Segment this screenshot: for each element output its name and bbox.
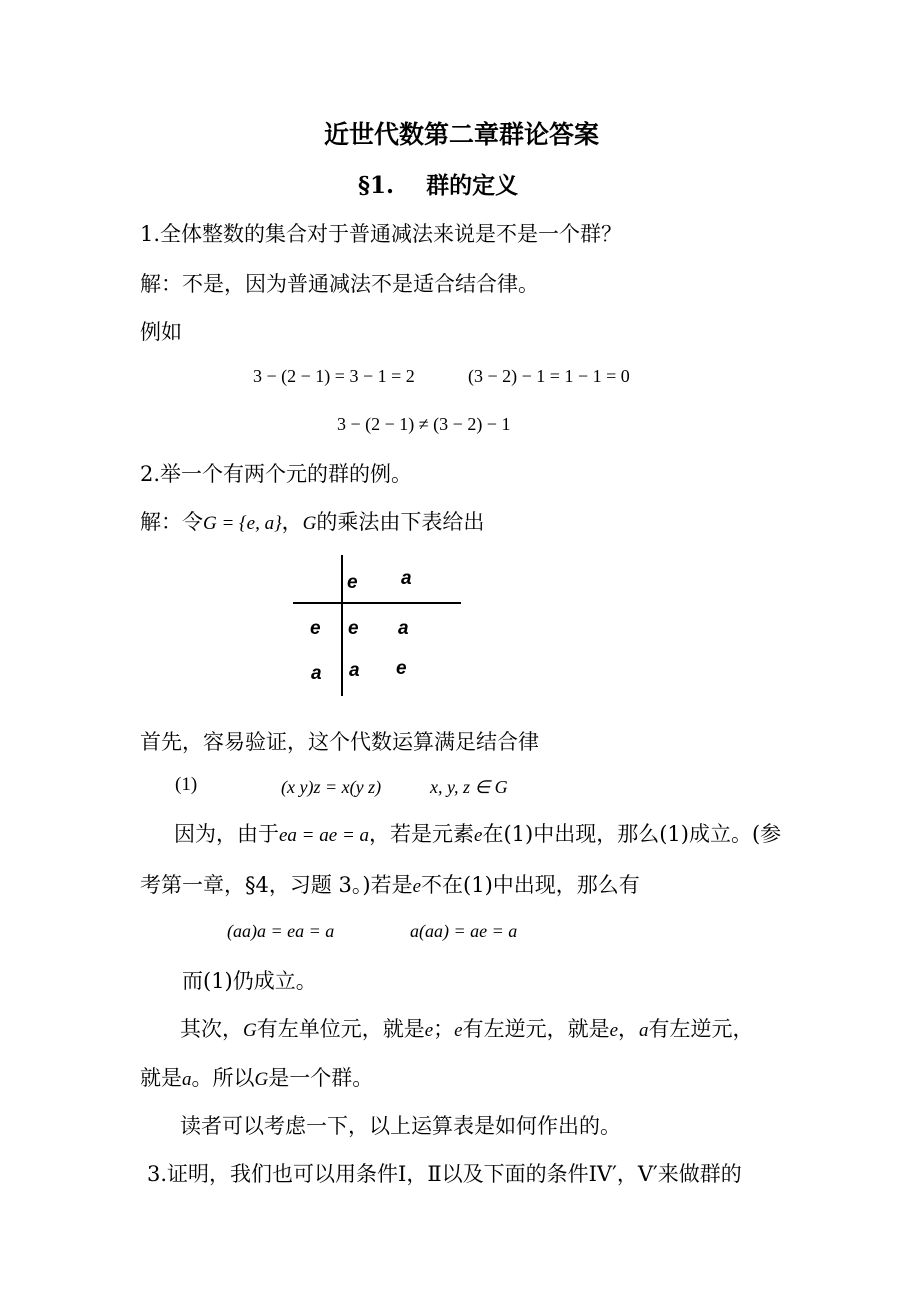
- question-3: 3.证明，我们也可以用条件Ⅰ，Ⅱ以及下面的条件IV′，V′来做群的: [147, 1162, 742, 1186]
- text-run: 是一个群。: [268, 1066, 374, 1090]
- text-run: 有左逆元，: [648, 1017, 754, 1041]
- associativity-equation: (x y)z = x(y z): [281, 777, 382, 797]
- text-run: 。所以: [191, 1066, 255, 1090]
- paragraph-reference: [140, 871, 640, 901]
- question-1: 1.全体整数的集合对于普通减法来说是不是一个群？: [140, 222, 623, 246]
- text-run: 有左单位元，就是: [256, 1017, 425, 1041]
- math-symbol: G: [254, 1069, 269, 1090]
- math-symbol: e: [412, 876, 422, 897]
- answer-2-prefix: 解：令: [140, 510, 203, 534]
- math-symbol: ea = ae = a: [279, 825, 370, 846]
- math-symbol: e: [609, 1020, 619, 1041]
- table-horizontal-rule: [293, 602, 461, 604]
- table-header-cell: e: [347, 572, 358, 593]
- text-run: ，: [618, 1017, 640, 1041]
- text-run: 在(1)中出现，那么(1)成立。(参: [482, 822, 782, 846]
- text-run: 就是: [140, 1066, 182, 1090]
- paragraph-first: 首先，容易验证，这个代数运算满足结合律: [140, 730, 539, 754]
- equation-domain: x, y, z ∈ G: [430, 777, 508, 797]
- paragraph-still: 而(1)仍成立。: [182, 969, 317, 993]
- equation-3: 3 − (2 − 1) ≠ (3 − 2) − 1: [337, 414, 511, 434]
- equation-aa-2: a(aa) = ae = a: [410, 921, 518, 941]
- math-symbol: e: [424, 1020, 434, 1041]
- page-title: 近世代数第二章群论答案: [324, 120, 600, 149]
- paragraph-because: [174, 820, 781, 850]
- table-row-label: a: [311, 663, 322, 684]
- paragraph-reader: 读者可以考虑一下，以上运算表是如何作出的。: [180, 1114, 621, 1138]
- equation-2: (3 − 2) − 1 = 1 − 1 = 0: [468, 366, 630, 386]
- equation-1: 3 − (2 − 1) = 3 − 1 = 2: [253, 366, 415, 386]
- table-cell: e: [396, 658, 407, 679]
- answer-2-suffix: 的乘法由下表给出: [316, 510, 485, 534]
- table-cell: e: [348, 618, 359, 639]
- paragraph-second: [180, 1015, 754, 1045]
- table-cell: a: [398, 618, 409, 639]
- table-row-label: e: [310, 618, 321, 639]
- table-header-cell: a: [401, 568, 412, 589]
- set-definition: G = {e, a}: [203, 513, 282, 534]
- answer-2-mid: ，: [281, 510, 303, 534]
- text-run: 因为，由于: [174, 822, 279, 846]
- math-symbol: e: [474, 825, 483, 846]
- text-run: ；: [433, 1017, 455, 1041]
- math-symbol: e: [454, 1020, 463, 1041]
- example-label: 例如: [140, 320, 182, 344]
- section-heading: §1. 群的定义: [358, 172, 519, 199]
- question-2: 2.举一个有两个元的群的例。: [140, 462, 413, 486]
- text-run: 有左逆元，就是: [462, 1017, 610, 1041]
- math-symbol: a: [639, 1020, 649, 1041]
- answer-1: 解：不是，因为普通减法不是适合结合律。: [140, 272, 539, 296]
- paragraph-second-end: [140, 1064, 373, 1094]
- text-run: ，若是元素: [369, 822, 475, 846]
- math-symbol: a: [182, 1069, 192, 1090]
- equation-label: (1): [175, 774, 198, 795]
- table-vertical-rule: [341, 555, 343, 696]
- equation-aa-1: (aa)a = ea = a: [227, 921, 335, 941]
- answer-2: [140, 508, 484, 538]
- table-cell: a: [349, 660, 360, 681]
- math-symbol: G: [243, 1020, 257, 1041]
- text-run: 不在(1)中出现，那么有: [421, 873, 640, 897]
- group-symbol: G: [302, 513, 317, 534]
- text-run: 考第一章，§4，习题 3。)若是: [140, 873, 413, 897]
- text-run: 其次，: [180, 1017, 243, 1041]
